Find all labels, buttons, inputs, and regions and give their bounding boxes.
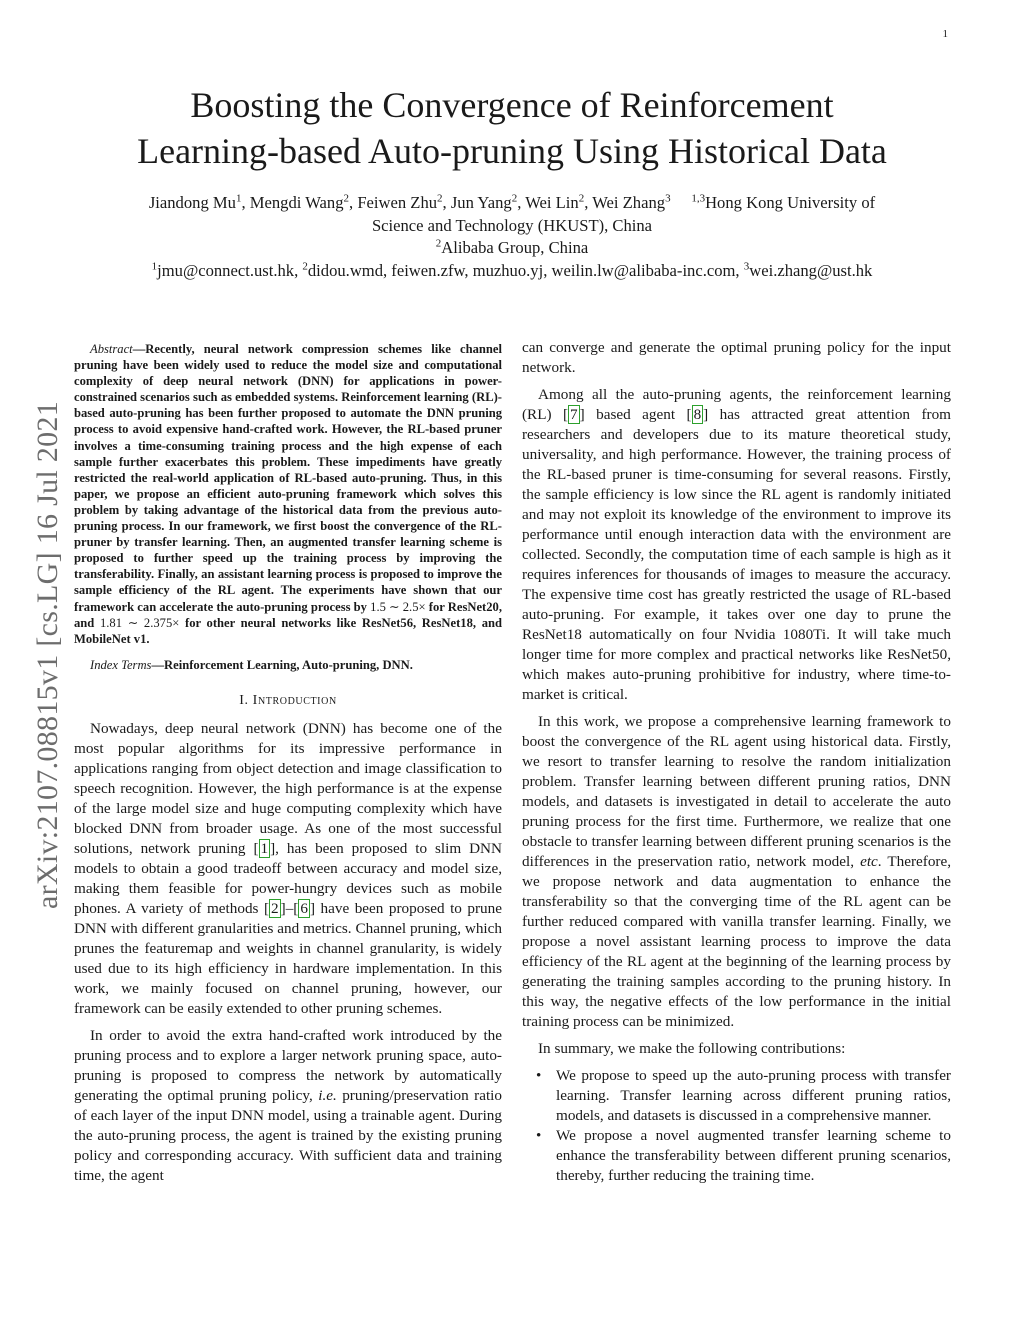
section-heading: I. Introduction xyxy=(239,692,337,708)
paragraph-text: Nowadays, deep neural network (DNN) has become one of the most popular algorithms for its impressive performance in applications ranging from object detection and image classification to speech recognition. However, the high performance is at the expense of the large model size and huge computing complexity which have blocked DNN from broader usage. As one of the most successful solutions, network pruning xyxy=(74,719,502,857)
contribution-list xyxy=(522,1066,951,1186)
author-name: , Feiwen Zhu xyxy=(349,193,438,212)
page-number: 1 xyxy=(942,28,948,40)
affiliation-mark: 2 xyxy=(437,192,443,205)
author-emails xyxy=(74,260,950,283)
body-paragraph: In summary, we make the following contributions: xyxy=(538,1040,846,1057)
author-line-2: Science and Technology (HKUST), China xyxy=(371,215,653,235)
paragraph-text: In order to avoid the extra hand-crafted work introduced by the pruning process and to explore a larger network pruning space, auto-pruning is proposed to compress the network by automatically generating the optimal pruning policy, xyxy=(74,1026,502,1104)
math-range: 1.81 ∼ 2.375× xyxy=(99,615,180,630)
italic-text: i.e. xyxy=(318,1086,337,1104)
citation-link[interactable]: 8 xyxy=(693,406,702,423)
italic-text: etc xyxy=(860,853,878,870)
email-text: didou.wmd, feiwen.zfw, muzhuo.yj, weilin.lw@alibaba-inc.com, xyxy=(307,260,744,280)
affiliation-mark: 3 xyxy=(743,259,750,272)
abstract-label: Abstract xyxy=(90,342,133,356)
affiliation-mark: 2 xyxy=(511,192,518,205)
title-line-2: Learning-based Auto-pruning Using Historical Data xyxy=(137,131,887,171)
body-paragraph xyxy=(522,712,951,1032)
email-text: jmu@connect.ust.hk, xyxy=(157,260,303,280)
bullet-icon: • xyxy=(536,1127,542,1144)
list-item xyxy=(522,1066,951,1126)
abstract-text: for ResNet20, and xyxy=(74,599,502,630)
affiliation-mark: 2 xyxy=(302,259,308,272)
affiliation-mark: 3 xyxy=(665,192,671,205)
paper-title xyxy=(70,82,954,174)
affiliation-mark: 1,3 xyxy=(691,192,706,205)
paragraph-text: Among all the auto-pruning agents, the reinforcement learning (RL) xyxy=(522,386,951,423)
author-name: , Jun Yang xyxy=(442,193,512,212)
affiliation-mark: 2 xyxy=(343,192,350,205)
math-range: 1.5 ∼ 2.5× xyxy=(370,599,426,614)
abstract xyxy=(74,341,502,647)
range-dash: – xyxy=(285,899,294,917)
list-item-text: We propose a novel augmented transfer learning scheme to enhance the transferability between different pruning scenarios, thereby, further reducing the training time. xyxy=(556,1127,951,1184)
citation-link[interactable]: 2 xyxy=(271,899,279,917)
index-terms-text: —Reinforcement Learning, Auto-pruning, DNN. xyxy=(151,657,413,672)
body-paragraph: can converge and generate the optimal pruning policy for the input network. xyxy=(522,339,951,376)
abstract-text: for other neural networks like ResNet56, ResNet18, and MobileNet v1. xyxy=(74,615,502,646)
paragraph-text: has attracted great attention from researchers and developers due to its mature theoretical study, universality, and high performance. However, the training process of the RL-based pruner is time-consuming for several reasons. Firstly, the sample efficiency is low since the RL agent is randomly initiated and may not exploit its knowledge of the environment to improve its performance until enough interaction data with the environment are collected. Secondly, the computation time of each sample is high as it requires inferences for thousands of images to measure the accuracy. The expensive time cost has greatly restricted the usage of RL-based auto-pruning. For example, it takes over one day to prune the ResNet18 automatically on four Nvidia 1080Ti. It will take much longer time for more complex and practical networks like ResNet50, which makes auto-pruning prohibitive for industry, where time-to-market is critical. xyxy=(522,406,951,703)
paragraph-text: . Therefore, we propose network and data augmentation to enhance the transferability so that the converging time of the RL agent can be further reduced compared with vanilla transfer learning. Finally, we propose a novel assistant learning process to improve the data efficiency of the RL agent at the beginning of the learning process by generating the training samples according to the pruning history. In this way, the negative effects of the low performance in the initial training process can be minimized. xyxy=(522,853,952,1030)
author-line-1 xyxy=(74,192,950,215)
index-terms xyxy=(74,657,502,673)
author-name: , Wei Zhang xyxy=(584,193,666,212)
affiliation-mark: 1 xyxy=(235,192,242,205)
author-line-3 xyxy=(74,237,950,260)
author-name: , Wei Lin xyxy=(517,193,579,212)
body-paragraph: Nowadays, deep neural network (DNN) has become one of the most popular algorithms for its impressive performance in applications ranging from object detection and image classification to speech recognition. However, the high performance is at the expense of the large model size and huge computing complexity which have blocked DNN from broader usage. As one of the most successful solutions, network pruning [ 1 ], has been proposed to slim DNN models to obtain a good tradeoff between accuracy and model size, making them feasible for power-hungry devices such as mobile phones. A variety of methods [ 2 ]–[ 6 ] have been proposed to prune DNN with different granularities and metrics. Channel pruning, which prunes the featuremap and weights in channel granularity, is widely used due to its high efficiency in hardware implementation. In this work, we mainly focused on channel pruning, however, our framework can be easily extended to other pruning schemes. xyxy=(74,719,502,1017)
list-item-text: We propose to speed up the auto-pruning process with transfer learning. Transfer learning across different pruning ratios, models, and datasets is discussed in a comprehensive manner. xyxy=(556,1067,951,1124)
body-paragraph xyxy=(74,1026,502,1186)
abstract-text: —Recently, neural network compression schemes like channel pruning have been widely used to reduce the model size and computational complexity of deep neural network (DNN) for applications in power-constrained scenarios such as embedded systems. Reinforcement learning (RL)-based auto-pruning has been further proposed to automate the DNN pruning process to avoid expensive hand-crafted work. However, the RL-based pruner involves a time-consuming training process and the high expense of each sample further exacerbates this problem. These impediments have greatly restricted the real-world application of RL-based auto-pruning. Thus, in this paper, we propose an efficient auto-pruning framework which solves this problem by taking advantage of the historical data from the previous auto-pruning process. In our framework, we first boost the convergence of the RL-pruner by transfer learning. Then, an augmented transfer learning scheme is proposed to further speed up the training process by improving the transferability. Finally, an assistant learning process is proposed to improve the sample efficiency of the RL agent. The experiments have shown that our framework can accelerate the auto-pruning process by xyxy=(74,342,502,614)
email-text: wei.zhang@ust.hk xyxy=(749,260,873,280)
paragraph-text: based agent xyxy=(584,406,687,423)
author-block xyxy=(74,192,950,282)
title-line-1: Boosting the Convergence of Reinforcement xyxy=(190,85,834,125)
list-item xyxy=(522,1126,951,1186)
author-name: , Mengdi Wang xyxy=(241,193,344,212)
index-terms-label: Index Terms xyxy=(90,657,152,672)
body-paragraph: Among all the auto-pruning agents, the reinforcement learning (RL) [ 7 ] based agent [ 8 ] has attracted great attention from researchers and developers due to its mature theoretical study, universality, and high performance. However, the training process of the RL-based pruner is time-consuming for several reasons. Firstly, the sample efficiency is low since the RL agent is randomly initiated and may not exploit its knowledge of the environment to improve its performance until enough interaction data with the environment are collected. Secondly, the computation time of each sample is high as it requires inferences for thousands of images to measure the accuracy. The expensive time cost has greatly restricted the usage of RL-based auto-pruning. For example, it takes over one day to prune the ResNet18 automatically on four Nvidia 1080Ti. It will take much longer time for more complex and practical networks like ResNet50, which makes auto-pruning prohibitive for industry, where time-to-market is critical. xyxy=(522,386,951,703)
paragraph-text: have been proposed to prune DNN with different granularities and metrics. Channel pruning, which prunes the featuremap and weights in channel granularity, is widely used due to its high efficiency in hardware implementation. In this work, we mainly focused on channel pruning, however, our framework can be easily extended to other pruning schemes. xyxy=(74,899,502,1017)
right-column xyxy=(522,338,951,1186)
affiliation-text: Hong Kong University of xyxy=(705,193,876,212)
bullet-icon: • xyxy=(536,1067,542,1084)
affiliation-mark: 1 xyxy=(151,259,158,272)
paragraph-text: , has been proposed to slim DNN models to obtain a good tradeoff between accuracy and model size, making them feasible for power-hungry devices such as mobile phones. A variety of methods xyxy=(74,839,502,917)
left-column xyxy=(74,341,502,1193)
affiliation-text: Alibaba Group, China xyxy=(441,238,589,257)
affiliation-mark: 2 xyxy=(435,237,442,250)
citation-link[interactable]: 1 xyxy=(260,839,269,857)
citation-link[interactable]: 6 xyxy=(300,899,308,917)
affiliation-mark: 2 xyxy=(578,192,585,205)
paragraph-text: In this work, we propose a comprehensive learning framework to boost the convergence of the RL agent using historical data. Firstly, we resort to transfer learning to resolve the random initialization problem. Transfer learning between different pruning ratios, DNN models, and datasets is investigated in detail to accelerate the auto pruning process for the first time. Furthermore, we realize that one obstacle to transfer learning between different pruning scenarios is the differences in the preservation ratio, network model, xyxy=(522,713,951,870)
arxiv-identifier: arXiv:2107.08815v1 [cs.LG] 16 Jul 2021 xyxy=(31,400,64,910)
citation-link[interactable]: 7 xyxy=(570,406,578,423)
paragraph-text: pruning/preservation ratio of each layer of the input DNN model, using a trainable agent. During the auto-pruning process, the agent is trained by the existing pruning policy and corresponding accuracy. With sufficient data and training time, the agent xyxy=(74,1086,502,1184)
author-name: Jiandong Mu xyxy=(148,193,236,212)
